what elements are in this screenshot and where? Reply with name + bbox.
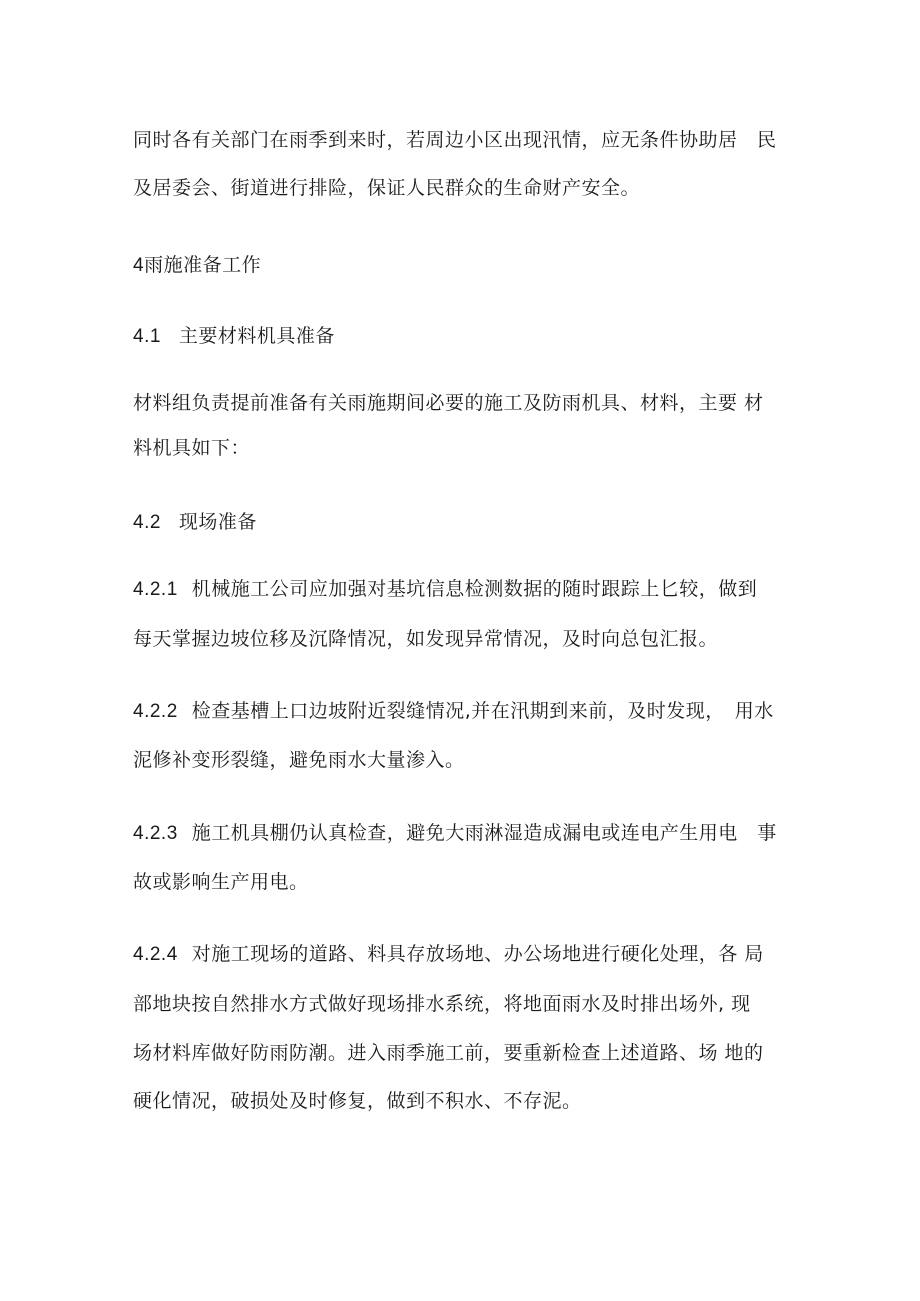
section-title: 主要材料机具准备 — [178, 325, 335, 347]
section-title: 雨施准备工作 — [144, 254, 262, 276]
paragraph-4-1-line-2: 料机具如下： — [133, 437, 251, 459]
item-number: 4.2.4 — [133, 944, 178, 965]
item-text: 机械施工公司应加强对基坑信息检测数据的随时跟踪上匕较，做到 — [191, 578, 758, 600]
section-number: 4.1 — [133, 326, 161, 347]
item-text: 对施工现场的道路、料具存放场地、办公场地进行硬化处理，各 局 — [191, 943, 764, 965]
item-number: 4.2.1 — [133, 579, 178, 600]
section-heading-4-1 — [133, 323, 335, 350]
item-4-2-3-line-2: 故或影响生产用电。 — [133, 871, 309, 893]
item-4-2-4-line-2: 部地块按自然排水方式做好现场排水系统，将地面雨水及时排出场外, 现 — [133, 993, 751, 1015]
section-heading-4-2 — [133, 509, 257, 536]
item-text: 检查基槽上口边坡附近裂缝情况,并在汛期到来前，及时发现， 用水 — [191, 700, 774, 722]
item-4-2-2-line-2: 泥修补变形裂缝，避免雨水大量渗入。 — [133, 749, 465, 771]
section-number: 4.2 — [133, 512, 161, 533]
paragraph-4-1-line-1: 材料组负责提前准备有关雨施期间必要的施工及防雨机具、材料，主要 材 — [133, 392, 764, 414]
section-number: 4 — [133, 255, 145, 276]
item-4-2-4-line-3: 场材料库做好防雨防潮。进入雨季施工前，要重新检查上述道路、场 地的 — [133, 1042, 764, 1064]
item-4-2-4-line-4: 硬化情况，破损处及时修复，做到不积水、不存泥。 — [133, 1090, 582, 1112]
item-4-2-3-line-1 — [133, 820, 777, 847]
section-heading-4 — [133, 252, 261, 279]
item-number: 4.2.3 — [133, 823, 178, 844]
item-4-2-1-line-1 — [133, 576, 757, 603]
paragraph-intro-line-2: 及居委会、街道进行排险，保证人民群众的生命财产安全。 — [133, 177, 641, 199]
item-number: 4.2.2 — [133, 701, 178, 722]
item-text: 施工机具棚仍认真检查，避免大雨淋湿造成漏电或连电产生用电 事 — [191, 822, 777, 844]
item-4-2-2-line-1 — [133, 698, 774, 725]
item-4-2-4-line-1 — [133, 941, 764, 968]
section-title: 现场准备 — [178, 511, 257, 533]
item-4-2-1-line-2: 每天掌握边坡位移及沉降情况，如发现异常情况，及时向总包汇报。 — [133, 628, 719, 650]
paragraph-intro-line-1: 同时各有关部门在雨季到来时，若周边小区出现汛情，应无条件协助居 民 — [133, 129, 777, 151]
